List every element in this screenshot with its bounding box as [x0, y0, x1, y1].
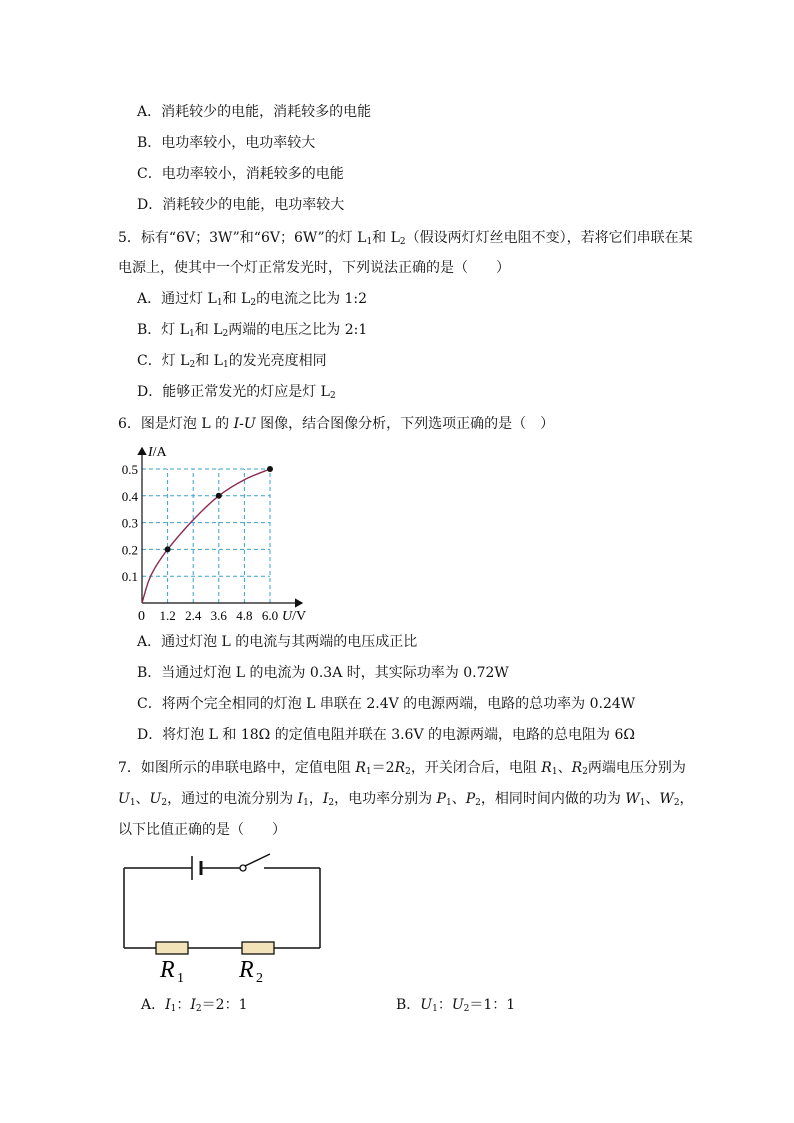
- q6-stem: 6．图是灯泡 L 的 I-U 图像，结合图像分析，下列选项正确的是（ ）: [118, 416, 555, 432]
- y-tick-label-0: 0.1: [121, 569, 138, 585]
- x-tick-label-1: 2.4: [185, 608, 202, 623]
- resistor-r2: [242, 942, 274, 954]
- q4-option-b: B．电功率较小，电功率较大: [137, 135, 316, 151]
- r2-label-sub: 2: [256, 971, 263, 985]
- iu-curve: [142, 469, 270, 603]
- q4-option-d: D．消耗较少的电能，电功率较大: [137, 197, 345, 213]
- r1-label-sub: 1: [177, 971, 184, 985]
- x-tick-label-4: 6.0: [261, 608, 279, 623]
- r2-label: R: [239, 957, 254, 983]
- data-point-2: [267, 466, 273, 472]
- iu-chart: [118, 440, 308, 625]
- q5-stem-line1: 5．标有“6V；3W”和“6V；6W”的灯 $L_1$和 $L_2$（假设两灯灯丝电阻不变），若将它们串联在某: [118, 230, 693, 247]
- q5-option-c: C．灯 $L_2$和 $L_1$的发光亮度相同: [137, 353, 327, 370]
- q6-option-b: B．当通过灯泡 L 的电流为 0.3A 时，其实际功率为 0.72W: [137, 665, 509, 681]
- q4-option-a: A．消耗较少的电能，消耗较多的电能: [137, 104, 372, 120]
- data-point-0: [165, 546, 171, 552]
- grid-layer: [142, 469, 270, 603]
- switch-blade: [245, 854, 270, 866]
- q7-stem-line3: 以下比值正确的是（ ）: [118, 822, 286, 838]
- q7-option-b: B．$U_1$：$U_2=1$：1: [396, 997, 516, 1014]
- x-tick-label-3: 4.8: [236, 608, 253, 623]
- q7-stem-line1: 7．如图所示的串联电路中，定值电阻 $R_1=2R_2$，开关闭合后，电阻 $R_1$、$R_2$两端电压分别为: [118, 760, 686, 777]
- circuit-diagram: [118, 850, 328, 985]
- y-tick-label-1: 0.2: [121, 542, 138, 558]
- q5-option-a: A．通过灯 $L_1$和 $L_2$的电流之比为 1:2: [137, 291, 368, 308]
- origin-label: 0: [138, 609, 145, 624]
- y-tick-label-4: 0.5: [121, 462, 138, 477]
- data-point-1: [216, 493, 222, 499]
- y-tick-label-3: 0.4: [121, 488, 138, 504]
- x-axis-label: U/V: [282, 609, 307, 624]
- r1-label: R: [160, 957, 175, 983]
- q5-option-b: B．灯 $L_1$和 $L_2$两端的电压之比为 2:1: [137, 322, 368, 339]
- q4-option-c: C．电功率较小，消耗较多的电能: [137, 166, 344, 182]
- tick-layer: [122, 462, 278, 623]
- y-tick-label-2: 0.3: [121, 515, 138, 531]
- q7-stem-line2: $U_1$、$U_2$，通过的电流分别为 $I_1$，$I_2$，电功率分别为 $P_1$、$P_2$，相同时间内做的功为 $W_1$、$W_2$，: [118, 791, 694, 808]
- y-axis-label: I/A: [148, 445, 167, 460]
- q6-option-c: C．将两个完全相同的灯泡 L 串联在 2.4V 的电源两端，电路的总功率为 0.24W: [137, 696, 636, 712]
- q5-option-d: D．能够正常发光的灯应是灯 $L_2$: [137, 384, 336, 401]
- resistor-r1: [156, 942, 188, 954]
- x-tick-label-2: 3.6: [210, 608, 227, 623]
- q7-option-a: A．$I_1$：$I_2=2$：1: [141, 997, 248, 1014]
- q5-stem-line2: 电源上，使其中一个灯正常发光时，下列说法正确的是（ ）: [118, 260, 510, 276]
- q6-option-d: D．将灯泡 L 和 18Ω 的定值电阻并联在 3.6V 的电源两端，电路的总电阻为 6Ω: [137, 727, 635, 743]
- q6-option-a: A．通过灯泡 L 的电流与其两端的电压成正比: [137, 634, 418, 650]
- x-tick-label-0: 1.2: [159, 608, 176, 623]
